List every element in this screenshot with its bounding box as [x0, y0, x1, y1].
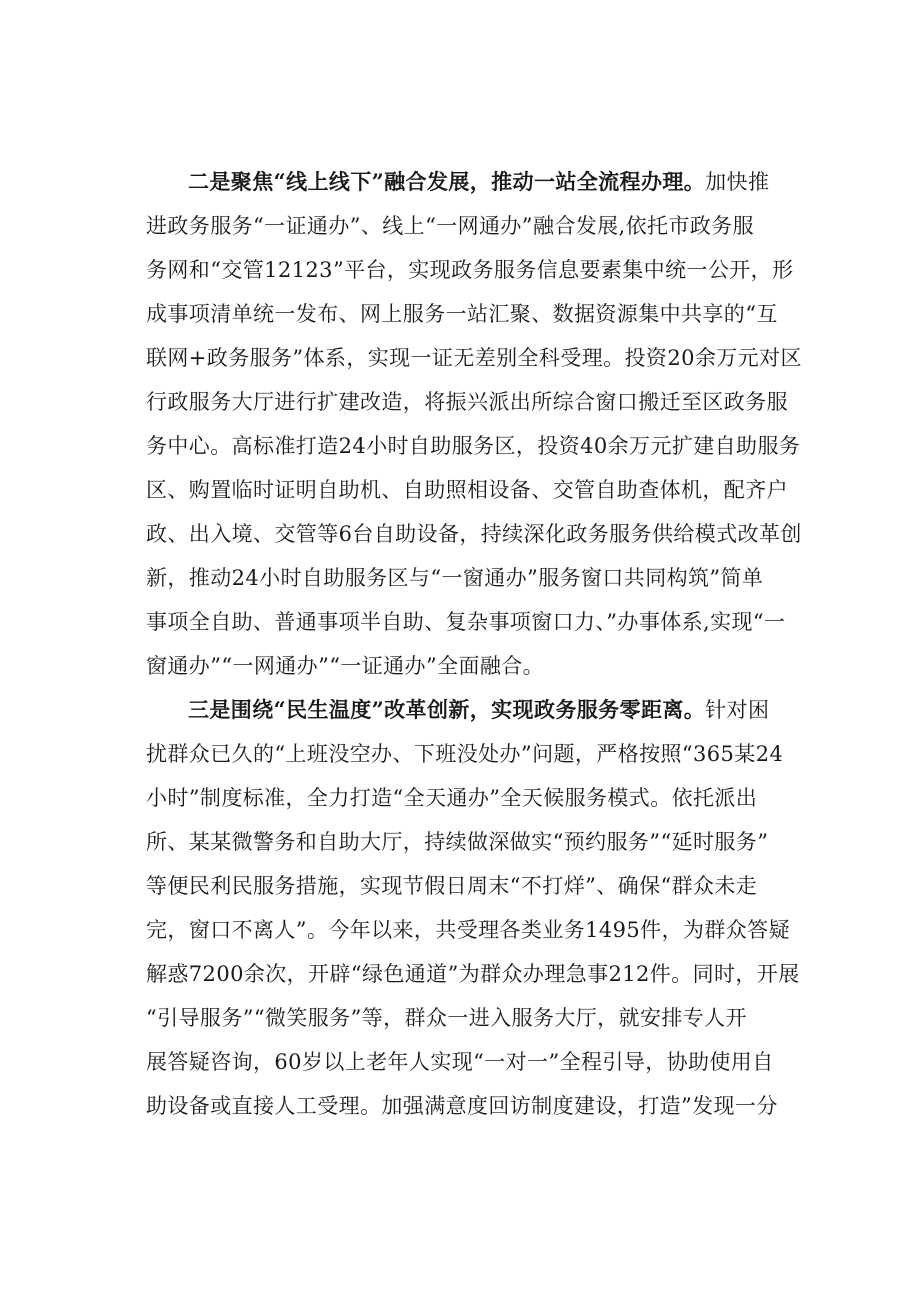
- text-run: 扰群众已久的“上班没空办、下班没处办”问题，严格按照“365某24: [146, 742, 784, 766]
- para-2-line-10: [146, 1084, 806, 1128]
- text-run: 助设备或直接人工受理。加强满意度回访制度建设，打造”发现一分: [146, 1094, 778, 1118]
- para-1-line-4: [146, 292, 806, 336]
- bold-heading: 二是聚焦“线上线下”融合发展，推动一站全流程办理。: [188, 169, 706, 194]
- para-1-line-8: [146, 468, 806, 512]
- para-2-line-8: [146, 996, 806, 1040]
- para-1-line-12: [146, 644, 806, 688]
- text-run: 区、购置临时证明自助机、自助照相设备、交管自助查体机，配齐户: [146, 478, 788, 502]
- para-2-line-7: [146, 952, 806, 996]
- bold-heading: 三是围绕“民生温度”改革创新，实现政务服务零距离。: [188, 697, 706, 722]
- text-run: 所、某某微警务和自助大厅，持续做深做实“预约服务”“延时服务”: [146, 830, 769, 854]
- para-1-line-2: [146, 204, 806, 248]
- para-2-line-4: [146, 820, 806, 864]
- para-2-line-3: [146, 776, 806, 820]
- para-2-line-2: [146, 732, 806, 776]
- para-1-line-5: [146, 336, 806, 380]
- text-run: 等便民利民服务措施，实现节假日周末“不打烊”、确保“群众未走: [146, 874, 758, 898]
- para-1-line-3: [146, 248, 806, 292]
- text-run: 务中心。高标准打造24小时自助服务区，投资40余万元扩建自助服务: [146, 434, 801, 458]
- text-run: 政、出入境、交管等6台自助设备，持续深化政务服务供给模式改革创: [146, 522, 802, 546]
- text-run: 展答疑咨询，60岁以上老年人实现“一对一”全程引导，协助使用自: [146, 1050, 774, 1074]
- text-run: 行政服务大厅进行扩建改造，将振兴派出所综合窗口搬迁至区政务服: [146, 390, 788, 414]
- para-1-line-11: [146, 600, 806, 644]
- para-1-line-7: [146, 424, 806, 468]
- text-run: 小时”制度标准，全力打造“全天通办”全天候服务模式。依托派出: [146, 786, 758, 810]
- para-1-line-10: [146, 556, 806, 600]
- text-run: 针对困: [705, 698, 770, 722]
- para-2-line-1: [146, 688, 806, 732]
- text-run: 事项全自助、普通事项半自助、复杂事项窗口力、”办事体系,实现“一: [146, 610, 786, 634]
- text-run: 完，窗口不离人”。今年以来，共受理各类业务1495件，为群众答疑: [146, 918, 790, 942]
- para-1-line-9: [146, 512, 806, 556]
- para-2-line-9: [146, 1040, 806, 1084]
- para-1-line-1: [146, 160, 806, 204]
- para-2-line-5: [146, 864, 806, 908]
- text-run: 加快推: [705, 170, 770, 194]
- text-run: “引导服务”“微笑服务”等，群众一进入服务大厅，就安排专人开: [146, 1006, 747, 1030]
- text-run: 窗通办”“一网通办”“一证通办”全面融合。: [146, 654, 545, 678]
- para-2-line-6: [146, 908, 806, 952]
- text-run: 解惑7200余次，开辟“绿色通道”为群众办理急事212件。同时，开展: [146, 962, 800, 986]
- text-run: 务网和“交管12123”平台，实现政务服务信息要素集中统一公开，形: [146, 258, 794, 282]
- para-1-line-6: [146, 380, 806, 424]
- text-run: 进政务服务“一证通办”、线上“一网通办”融合发展,依托市政务服: [146, 214, 755, 238]
- text-run: 联网+政务服务”体系，实现一证无差别全科受理。投资20余万元对区: [146, 346, 802, 370]
- text-run: 新，推动24小时自助服务区与“一窗通办”服务窗口共同构筑”简单: [146, 566, 764, 590]
- text-run: 成事项清单统一发布、网上服务一站汇聚、数据资源集中共享的“互: [146, 302, 778, 326]
